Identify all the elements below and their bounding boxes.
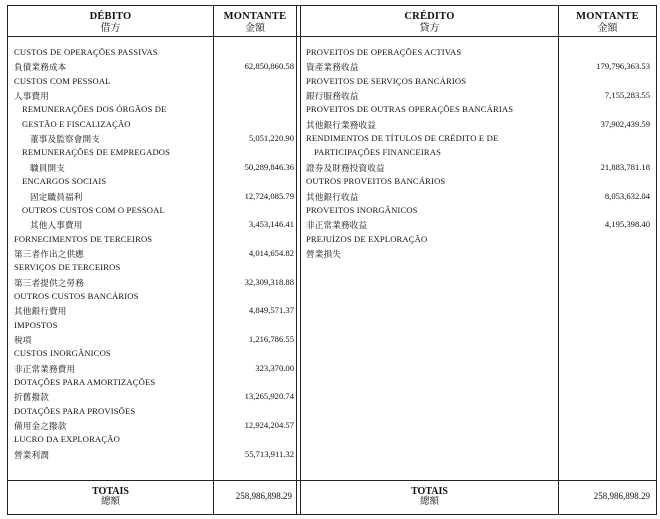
debit-total-pt: TOTAIS bbox=[92, 486, 129, 497]
credit-total-pt: TOTAIS bbox=[411, 486, 448, 497]
credit-row-label: 其他銀行收益 bbox=[306, 191, 359, 202]
debit-row-label: DOTAÇÕES PARA AMORTIZAÇÕES bbox=[14, 377, 156, 388]
debit-row-label: IMPOSTOS bbox=[14, 319, 58, 330]
debit-row-amount: 32,309,318.88 bbox=[244, 276, 294, 287]
border-top bbox=[7, 5, 657, 6]
debit-total-zh: 總額 bbox=[100, 497, 120, 507]
debit-row-label: REMUNERAÇÕES DOS ÓRGÃOS DE bbox=[22, 104, 167, 115]
debit-row-amount: 3,453,146.41 bbox=[248, 219, 294, 230]
totals-divider bbox=[7, 480, 657, 481]
credit-row-label: 銀行服務收益 bbox=[306, 91, 359, 102]
debit-amount-divider bbox=[213, 5, 214, 515]
credit-row-amount: 7,155,283.55 bbox=[604, 90, 650, 101]
credit-row-label: 證券及財務投資收益 bbox=[306, 162, 385, 173]
debit-row-label: 第三者作出之供應 bbox=[14, 248, 84, 259]
center-divider-b bbox=[300, 5, 301, 515]
debit-row-label: 折舊撥款 bbox=[14, 392, 49, 403]
credit-row-label: PROVEITOS DE OUTRAS OPERAÇÕES BANCÁRIAS bbox=[306, 104, 514, 115]
debit-row-label: LUCRO DA EXPLORAÇÃO bbox=[14, 434, 120, 445]
debit-row-label: 董事及監察會開支 bbox=[30, 134, 100, 145]
debit-row-amount: 55,713,911.32 bbox=[244, 448, 294, 459]
debit-row-amount: 62,850,860.58 bbox=[244, 61, 294, 72]
credit-amount-header bbox=[559, 11, 656, 35]
debit-row-amount: 13,265,920.74 bbox=[244, 391, 294, 402]
header-divider bbox=[7, 36, 657, 37]
debit-row-amount: 12,924,204.57 bbox=[244, 420, 294, 431]
credit-row-label: PROVEITOS INORGÂNICOS bbox=[306, 204, 418, 215]
debit-row-label: CUSTOS INORGÂNICOS bbox=[14, 348, 111, 359]
credit-total-amount: 258,986,898.29 bbox=[593, 491, 650, 501]
credit-amount-header-pt: MONTANTE bbox=[576, 11, 639, 22]
debit-row-amount: 4,849,571.37 bbox=[248, 305, 294, 316]
debit-row-label: 人事費用 bbox=[14, 91, 49, 102]
credit-row-label: 非正常業務收益 bbox=[306, 220, 368, 231]
debit-row-amount: 323,370.00 bbox=[255, 362, 294, 373]
debit-row-label: ENCARGOS SOCIAIS bbox=[22, 176, 107, 187]
credit-amount-divider bbox=[558, 5, 559, 515]
credit-row-amount: 179,796,363.53 bbox=[596, 61, 650, 72]
debit-row-label: 備用金之撥款 bbox=[14, 421, 67, 432]
debit-amount-header-pt: MONTANTE bbox=[223, 11, 287, 22]
debit-row-label: 其他銀行費用 bbox=[14, 306, 67, 317]
debit-row-label: OUTROS CUSTOS COM O PESSOAL bbox=[22, 204, 165, 215]
debit-amount-header bbox=[214, 11, 296, 35]
debit-row-label: SERVIÇOS DE TERCEIROS bbox=[14, 262, 121, 273]
debit-row-label: REMUNERAÇÕES DE EMPREGADOS bbox=[22, 147, 171, 158]
debit-row-label: 第三者提供之勞務 bbox=[14, 277, 84, 288]
credit-total-zh: 總額 bbox=[419, 497, 439, 507]
statement-table bbox=[7, 5, 657, 515]
credit-row-label: PROVEITOS DE SERVIÇOS BANCÁRIOS bbox=[306, 75, 467, 86]
credit-row-label: RENDIMENTOS DE TÍTULOS DE CRÉDITO E DE bbox=[306, 133, 499, 144]
border-right bbox=[656, 5, 657, 515]
debit-row-label: 負債業務成本 bbox=[14, 62, 67, 73]
debit-header bbox=[8, 11, 213, 35]
debit-row-label: 非正常業務費用 bbox=[14, 363, 76, 374]
debit-row-label: 其他人事費用 bbox=[30, 220, 83, 231]
debit-amount-header-zh: 金額 bbox=[245, 23, 265, 34]
debit-row-label: 營業利潤 bbox=[14, 449, 49, 460]
credit-row-label: 資產業務收益 bbox=[306, 62, 359, 73]
credit-row-label: OUTROS PROVEITOS BANCÁRIOS bbox=[306, 176, 446, 187]
debit-row-label: 稅項 bbox=[14, 335, 32, 345]
debit-row-amount: 1,216,786.55 bbox=[248, 334, 294, 344]
border-bottom bbox=[7, 514, 657, 515]
debit-row-label: DOTAÇÕES PARA PROVISÕES bbox=[14, 405, 136, 416]
credit-header bbox=[301, 11, 558, 35]
credit-total-label bbox=[301, 486, 558, 508]
debit-row-label: 職員開支 bbox=[30, 162, 65, 173]
center-divider-a bbox=[296, 5, 297, 515]
debit-row-label: CUSTOS DE OPERAÇÕES PASSIVAS bbox=[14, 47, 158, 57]
debit-row-label: GESTÃO E FISCALIZAÇÃO bbox=[22, 118, 131, 129]
credit-header-zh: 貸方 bbox=[419, 23, 440, 34]
debit-row-amount: 5,051,220.90 bbox=[248, 133, 294, 144]
credit-row-amount: 8,053,632.04 bbox=[604, 190, 650, 201]
debit-row-label: 固定職員福利 bbox=[30, 191, 83, 202]
credit-row-amount: 37,902,439.59 bbox=[600, 118, 650, 129]
credit-row-label: 其他銀行業務收益 bbox=[306, 119, 376, 130]
credit-header-pt: CRÉDITO bbox=[404, 11, 455, 22]
debit-total-amount: 258,986,898.29 bbox=[235, 491, 292, 501]
debit-header-pt: DÉBITO bbox=[89, 11, 132, 22]
debit-row-label: OUTROS CUSTOS BANCÁRIOS bbox=[14, 290, 139, 301]
debit-row-amount: 4,014,654.82 bbox=[248, 247, 294, 258]
credit-amount-header-zh: 金額 bbox=[597, 23, 618, 34]
debit-row-label: FORNECIMENTOS DE TERCEIROS bbox=[14, 233, 153, 244]
credit-row-label: PREJUÍZOS DE EXPLORAÇÃO bbox=[306, 233, 428, 244]
border-left bbox=[7, 5, 8, 515]
credit-row-label: PROVEITOS DE OPERAÇÕES ACTIVAS bbox=[306, 47, 462, 57]
debit-row-amount: 12,724,085.79 bbox=[244, 190, 294, 201]
debit-header-zh: 借方 bbox=[100, 23, 121, 34]
debit-row-label: CUSTOS COM PESSOAL bbox=[14, 75, 111, 86]
debit-total-label bbox=[8, 486, 213, 508]
debit-row-amount: 50,289,846.36 bbox=[244, 161, 294, 172]
credit-row-amount: 21,883,781.18 bbox=[600, 161, 650, 172]
credit-row-amount: 4,195,398.40 bbox=[604, 219, 650, 230]
credit-row-label: PARTICIPAÇÕES FINANCEIRAS bbox=[314, 147, 441, 158]
credit-row-label: 營業損失 bbox=[306, 248, 341, 259]
